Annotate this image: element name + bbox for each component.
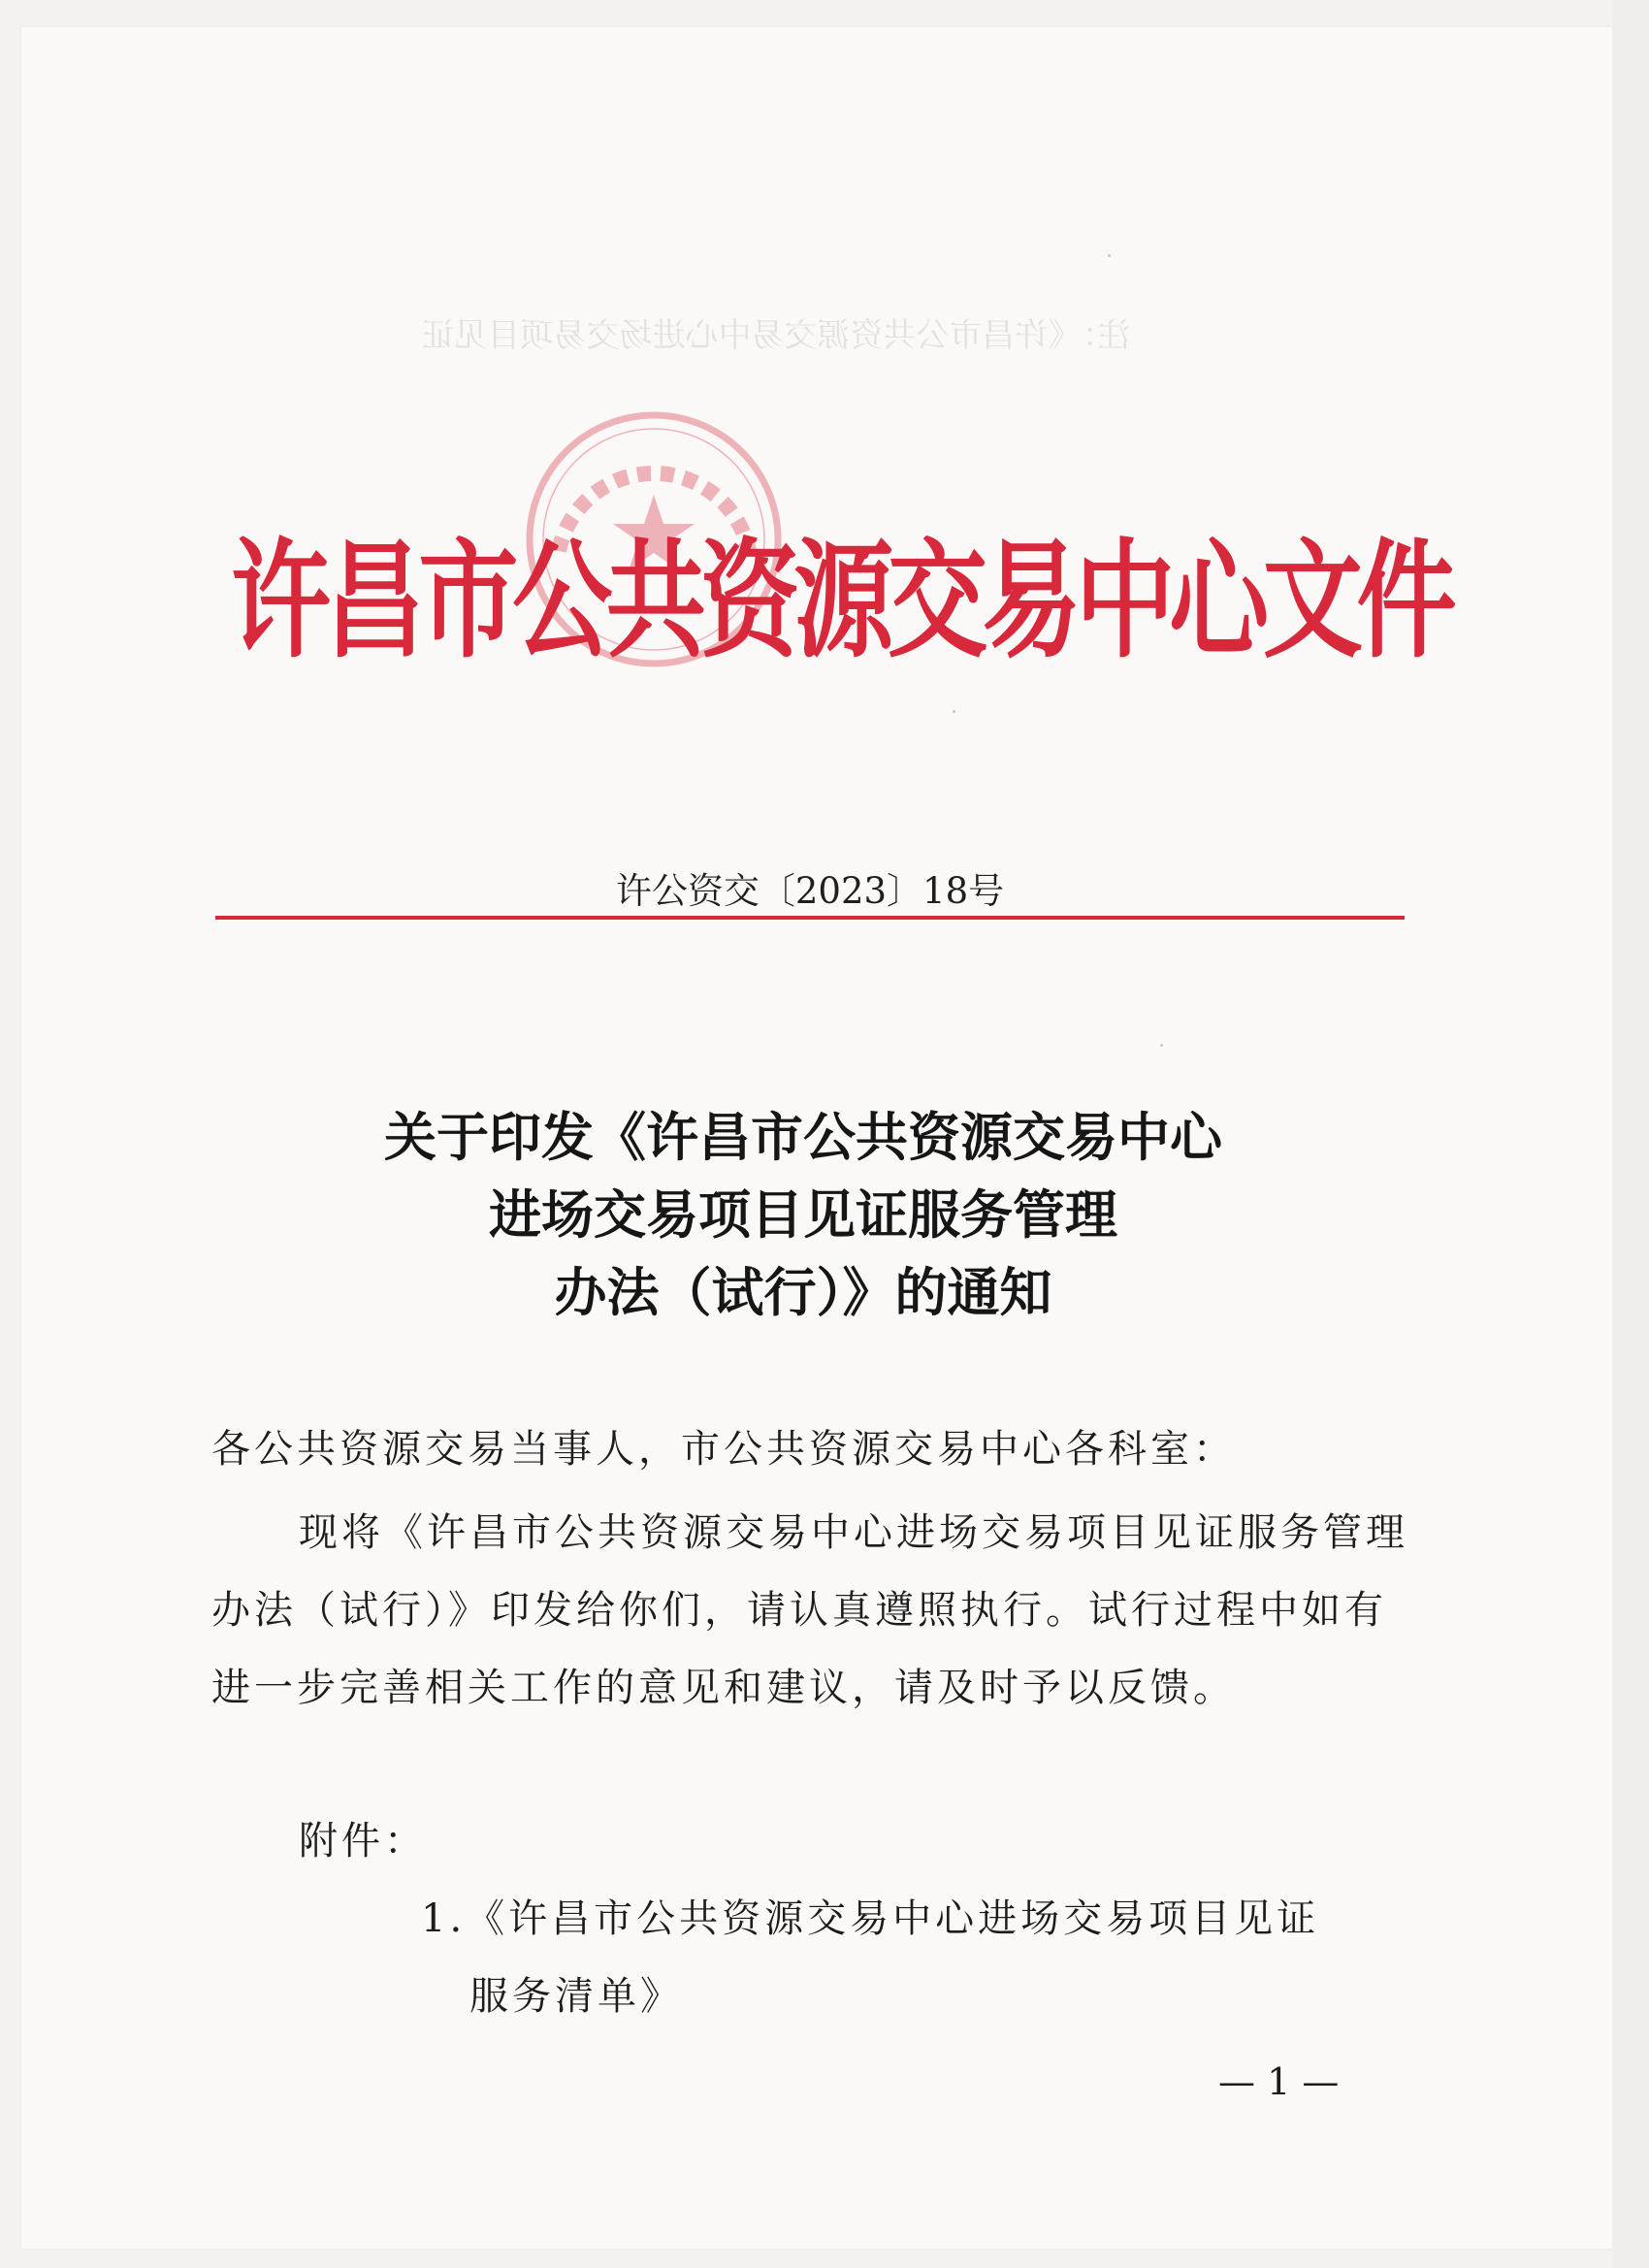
bleed-through-text: 注：《许昌市公共资源交易中心进场交易项目见证 (421, 316, 1131, 355)
attachment-item-1-line-2: 服务清单》 (469, 1974, 683, 2019)
scan-speck (1160, 1044, 1163, 1047)
body-line-1: 现将《许昌市公共资源交易中心进场交易项目见证服务管理 (299, 1510, 1408, 1555)
body-line-2: 办法（试行）》印发给你们，请认真遵照执行。试行过程中如有 (211, 1588, 1387, 1633)
scan-speck (1108, 254, 1111, 257)
red-divider-line (215, 916, 1405, 920)
page-number: — 1 — (1218, 2060, 1340, 2103)
body-line-3: 进一步完善相关工作的意见和建议，请及时予以反馈。 (211, 1666, 1236, 1710)
document-number: 许公资交〔2023〕18号 (615, 870, 1005, 912)
attachment-label: 附件： (299, 1819, 427, 1863)
notice-title-line-3: 办法（试行）》的通知 (554, 1261, 1052, 1323)
attachment-item-1-line-1: 1.《许昌市公共资源交易中心进场交易项目见证 (421, 1896, 1320, 1941)
scan-speck (953, 710, 955, 713)
salutation: 各公共资源交易当事人，市公共资源交易中心各科室： (211, 1427, 1236, 1472)
issuer-header: 许昌市公共资源交易中心文件 (231, 526, 1451, 676)
notice-title-line-1: 关于印发《许昌市公共资源交易中心 (384, 1106, 1222, 1168)
notice-title-line-2: 进场交易项目见证服务管理 (489, 1183, 1117, 1246)
